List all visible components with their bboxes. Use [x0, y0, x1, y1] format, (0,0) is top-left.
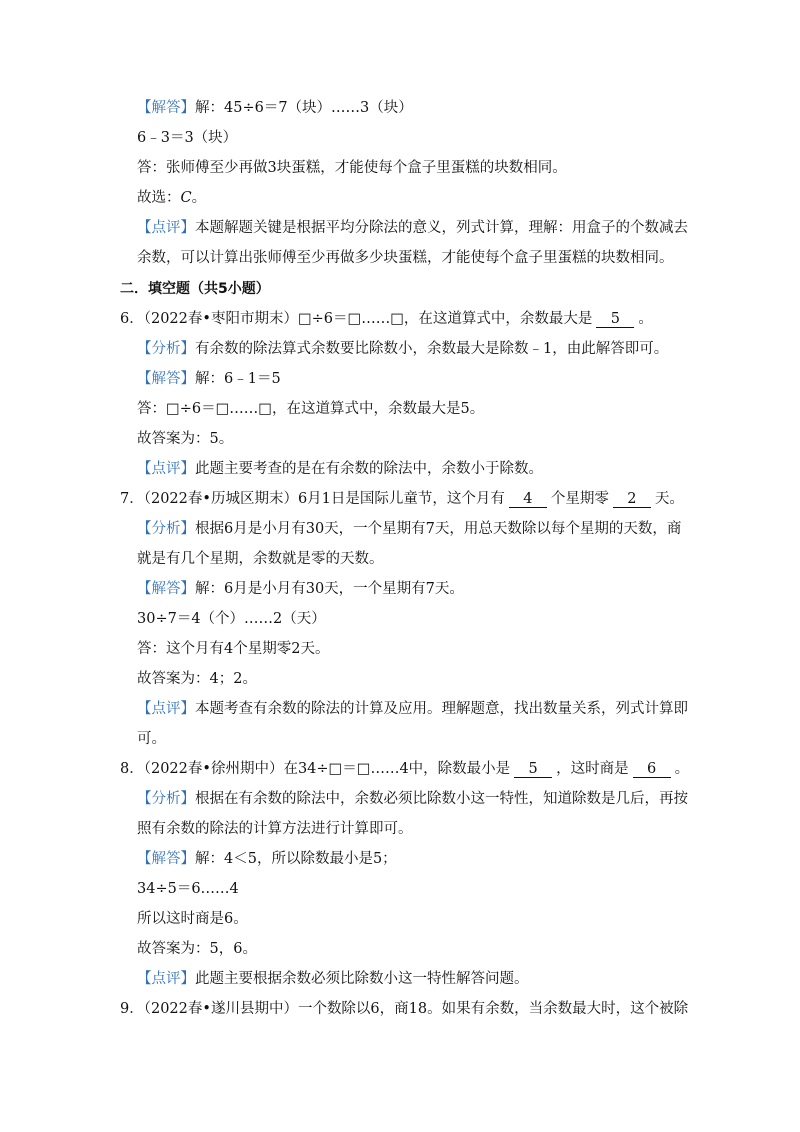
- q7-analysis-line-1: [137, 519, 681, 539]
- q8-stem-mid: ，这时商是: [556, 761, 629, 777]
- review-tag: 【点评】: [137, 461, 195, 477]
- q8-answer-text: 解：4＜5，所以除数最小是5；: [195, 851, 397, 867]
- q6-analysis: [137, 339, 668, 359]
- q8-stem-text: （2022春•徐州期中）在34÷□＝□……4中，除数最小是: [143, 761, 511, 777]
- q7-answer-line-3: 答：这个月有4个星期零2天。: [137, 641, 330, 657]
- q7-review-text: 本题考查有余数的除法的计算及应用。理解题意，找出数量关系，列式计算即: [195, 701, 688, 717]
- q7-analysis-line-2: 就是有几个星期，余数就是零的天数。: [137, 551, 384, 567]
- prev-answer-line-1: [137, 98, 413, 118]
- q8-answer-line-1: [137, 849, 397, 869]
- q8-stem-end: 。: [674, 761, 690, 777]
- q8-answer-blank-1: 5: [514, 761, 552, 778]
- q6-answer-line-3: 故答案为：5。: [137, 431, 234, 447]
- q7-answer-line-1: [137, 579, 464, 599]
- analysis-tag: 【分析】: [137, 791, 195, 807]
- q8-review-text: 此题主要根据余数必须比除数小这一特性解答问题。: [195, 971, 529, 987]
- q6-review-text: 此题主要考查的是在有余数的除法中，余数小于除数。: [195, 461, 543, 477]
- review-tag: 【点评】: [137, 701, 195, 717]
- answer-tag: 【解答】: [137, 100, 195, 116]
- prev-answer-line-3: 答：张师傅至少再做3块蛋糕，才能使每个盒子里蛋糕的块数相同。: [137, 160, 567, 176]
- prev-answer-text: 解：45÷6＝7（块）……3（块）: [195, 100, 413, 116]
- q6-answer-line-2: 答：□÷6＝□……□，在这道算式中，余数最大是5。: [137, 401, 485, 417]
- analysis-tag: 【分析】: [137, 341, 195, 357]
- q8-review: [137, 969, 529, 989]
- q9-stem-text: （2022春•遂川县期中）一个数除以6，商18。如果有余数，当余数最大时，这个被除: [143, 1001, 689, 1017]
- q6-number: 6．: [120, 311, 144, 327]
- q7-answer-blank-2: 2: [613, 491, 651, 508]
- q7-stem-end: 天。: [654, 491, 684, 507]
- q8-answer-blank-2: 6: [633, 761, 671, 778]
- prev-answer-line-4: [137, 188, 206, 208]
- answer-tag: 【解答】: [137, 581, 195, 597]
- analysis-tag: 【分析】: [137, 521, 195, 537]
- answer-tag: 【解答】: [137, 371, 195, 387]
- q9-stem: [120, 999, 688, 1019]
- review-tag: 【点评】: [137, 220, 195, 236]
- choice-letter: C: [180, 190, 192, 206]
- q7-number: 7．: [120, 491, 144, 507]
- q6-answer-text: 解：6﹣1＝5: [195, 371, 281, 387]
- q6-stem-text: （2022春•枣阳市期末）□÷6＝□……□，在这道算式中，余数最大是: [143, 311, 593, 327]
- answer-tag: 【解答】: [137, 851, 195, 867]
- q7-stem-text: （2022春•历城区期末）6月1日是国际儿童节，这个月有: [143, 491, 505, 507]
- q6-answer-blank: 5: [596, 311, 634, 328]
- q6-stem-end: 。: [638, 311, 653, 327]
- q8-answer-line-3: 所以这时商是6。: [137, 911, 248, 927]
- q7-answer-text: 解：6月是小月有30天，一个星期有7天。: [195, 581, 464, 597]
- q7-analysis-text: 根据6月是小月有30天，一个星期有7天，用总天数除以每个星期的天数，商: [195, 521, 682, 537]
- q7-stem: [120, 489, 684, 509]
- q8-answer-line-4: 故答案为：5，6。: [137, 941, 257, 957]
- q9-number: 9．: [120, 1001, 144, 1017]
- review-tag: 【点评】: [137, 971, 195, 987]
- q6-answer-line-1: [137, 369, 281, 389]
- q6-stem: [120, 309, 653, 329]
- q7-answer-blank-1: 4: [509, 491, 547, 508]
- choice-prefix: 故选：: [137, 190, 181, 206]
- q7-review-line-2: 可。: [137, 731, 166, 747]
- q7-review-line-1: [137, 699, 688, 719]
- choice-suffix: 。: [191, 190, 207, 206]
- prev-review-line-1: [137, 218, 688, 238]
- q7-stem-mid: 个星期零: [550, 491, 609, 507]
- q6-analysis-text: 有余数的除法算式余数要比除数小，余数最大是除数﹣1，由此解答即可。: [195, 341, 669, 357]
- q8-analysis-line-2: 照有余数的除法的计算方法进行计算即可。: [137, 821, 413, 837]
- q8-stem: [120, 759, 689, 779]
- q8-answer-line-2: 34÷5＝6……4: [137, 881, 239, 897]
- q8-analysis-text: 根据在有余数的除法中，余数必须比除数小这一特性，知道除数是几后，再按: [195, 791, 688, 807]
- q6-review: [137, 459, 543, 479]
- q7-answer-line-2: 30÷7＝4（个）……2（天）: [137, 611, 326, 627]
- section-title: 二．填空题（共5小题）: [120, 281, 270, 297]
- q8-analysis-line-1: [137, 789, 688, 809]
- prev-review-line-2: 余数，可以计算出张师傅至少再做多少块蛋糕，才能使每个盒子里蛋糕的块数相同。: [137, 250, 674, 266]
- prev-answer-line-2: 6﹣3＝3（块）: [137, 130, 238, 146]
- q8-number: 8．: [120, 761, 144, 777]
- q7-answer-line-4: 故答案为：4；2。: [137, 671, 257, 687]
- prev-review-text: 本题解题关键是根据平均分除法的意义，列式计算，理解：用盒子的个数减去: [195, 220, 688, 236]
